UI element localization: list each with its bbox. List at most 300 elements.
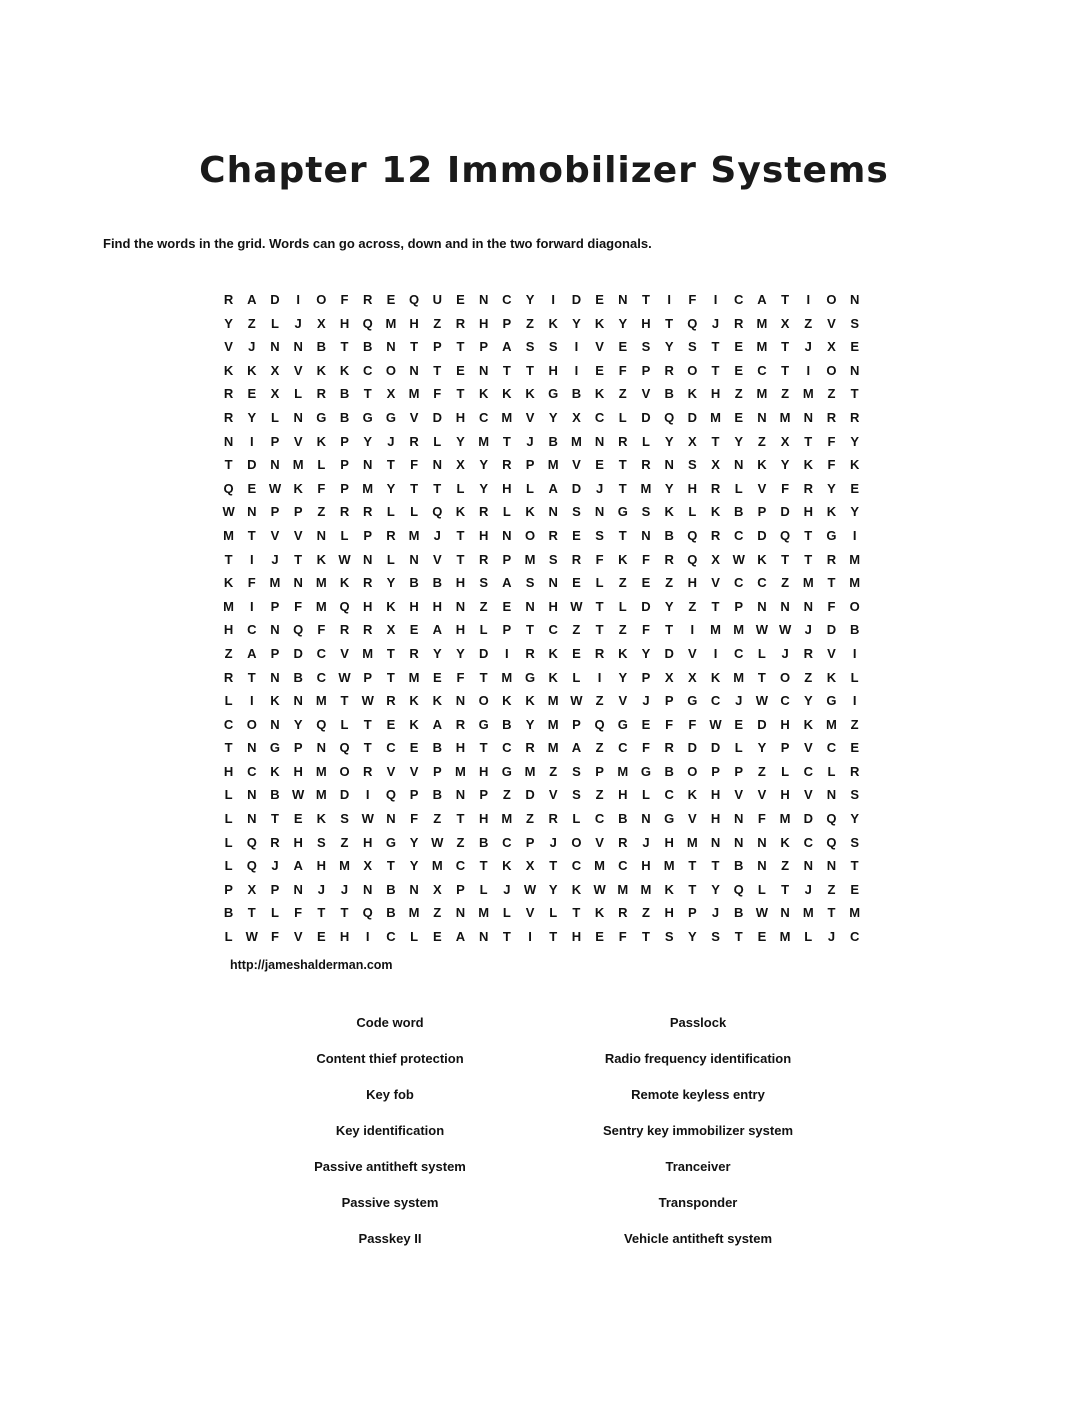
grid-letter: Y (224, 315, 233, 331)
grid-letter: R (502, 457, 512, 473)
grid-letter: M (408, 527, 420, 543)
grid-letter: R (826, 551, 837, 567)
grid-row (217, 406, 866, 430)
grid-letter: C (363, 362, 373, 378)
grid-letter: Z (247, 315, 256, 331)
grid-letter: S (641, 339, 651, 355)
grid-letter: B (618, 811, 628, 827)
grid-letter: M (501, 409, 513, 425)
grid-letter: I (505, 645, 509, 661)
grid-letter: C (548, 622, 558, 638)
grid-letter: I (713, 292, 718, 307)
grid-letter: R (525, 740, 535, 756)
grid-letter: L (340, 527, 349, 543)
grid-letter: J (271, 551, 279, 567)
grid-letter: K (270, 763, 280, 779)
grid-letter: H (710, 787, 721, 803)
grid-letter: K (455, 504, 466, 520)
grid-letter: K (664, 881, 674, 897)
grid-letter: O (687, 362, 698, 378)
grid-letter: Y (572, 315, 581, 331)
grid-letter: T (363, 386, 372, 402)
grid-letter: P (363, 527, 373, 543)
grid-letter: P (525, 457, 535, 473)
grid-letter: N (780, 598, 790, 614)
grid-letter: M (849, 905, 861, 921)
grid-letter: K (386, 598, 396, 614)
grid-letter: R (734, 315, 744, 331)
grid-letter: B (734, 905, 744, 921)
grid-letter: Y (432, 645, 442, 661)
grid-letter: M (570, 433, 582, 449)
grid-letter: L (572, 811, 581, 827)
grid-letter: T (711, 339, 720, 355)
word-search-grid (217, 288, 866, 949)
grid-letter: P (502, 551, 512, 567)
grid-letter: N (455, 787, 466, 803)
grid-letter: K (803, 457, 813, 473)
grid-letter: V (803, 740, 813, 756)
grid-letter: Q (246, 858, 257, 874)
grid-letter: D (803, 811, 813, 827)
grid-letter: N (409, 881, 419, 897)
word-list-item: Sentry key immobilizer system (602, 1123, 794, 1138)
grid-letter: B (386, 905, 396, 921)
grid-letter: E (734, 339, 744, 355)
grid-letter: X (780, 433, 790, 449)
grid-letter: Z (317, 504, 326, 520)
grid-letter: Z (757, 763, 766, 779)
grid-letter: H (687, 575, 698, 591)
grid-letter: I (806, 362, 811, 378)
grid-letter: Y (363, 433, 373, 449)
grid-letter: B (849, 622, 860, 638)
grid-letter: D (664, 645, 674, 661)
grid-letter: J (711, 315, 720, 331)
grid-letter: H (780, 716, 790, 732)
grid-letter: R (270, 834, 280, 850)
grid-letter: T (688, 881, 697, 897)
grid-letter: L (827, 763, 836, 779)
grid-letter: K (223, 575, 234, 591)
grid-letter: Y (456, 645, 465, 661)
grid-letter: T (224, 457, 233, 473)
grid-letter: Y (850, 504, 859, 520)
grid-letter: N (803, 598, 813, 614)
grid-letter: N (455, 905, 466, 921)
grid-letter: H (339, 929, 350, 945)
grid-letter: T (340, 339, 349, 355)
grid-letter: V (595, 834, 604, 850)
grid-letter: P (664, 693, 674, 709)
grid-letter: T (433, 480, 442, 496)
grid-letter: T (804, 527, 813, 543)
grid-letter: K (548, 315, 558, 331)
grid-letter: V (293, 433, 303, 449)
grid-letter: G (640, 763, 652, 779)
grid-letter: R (223, 669, 234, 685)
grid-letter: B (664, 386, 674, 402)
grid-letter: R (803, 480, 813, 496)
grid-letter: H (409, 598, 419, 614)
grid-letter: A (432, 716, 442, 732)
grid-letter: I (713, 645, 718, 661)
grid-row (217, 571, 866, 595)
grid-letter: Q (687, 315, 698, 331)
grid-letter: G (687, 693, 698, 709)
grid-letter: T (549, 858, 558, 874)
grid-letter: N (247, 504, 257, 520)
word-list-left (230, 1005, 550, 1257)
grid-letter: J (804, 881, 812, 897)
grid-letter: T (757, 669, 766, 685)
grid-letter: Y (664, 433, 674, 449)
grid-letter: J (526, 433, 534, 449)
grid-letter: F (641, 622, 650, 638)
grid-letter: T (270, 811, 279, 827)
grid-letter: M (640, 480, 652, 496)
grid-letter: X (711, 457, 720, 473)
grid-letter: S (548, 339, 558, 355)
grid-letter: V (827, 315, 836, 331)
grid-letter: T (595, 598, 604, 614)
grid-letter: K (687, 787, 698, 803)
grid-letter: K (594, 905, 605, 921)
grid-letter: T (549, 929, 558, 945)
grid-letter: F (827, 598, 836, 614)
grid-letter: F (433, 386, 442, 402)
grid-letter: B (548, 433, 558, 449)
grid-letter: E (386, 292, 396, 307)
grid-letter: E (317, 929, 326, 945)
grid-letter: Q (733, 881, 744, 897)
grid-letter: Y (664, 339, 674, 355)
grid-letter: C (710, 693, 721, 709)
grid-letter: W (593, 881, 606, 897)
grid-letter: J (248, 339, 256, 355)
grid-letter: N (849, 362, 860, 378)
grid-letter: B (734, 858, 744, 874)
grid-letter: P (734, 598, 744, 614)
grid-row (217, 831, 866, 855)
grid-letter: C (826, 740, 837, 756)
grid-letter: I (528, 929, 532, 945)
grid-letter: E (850, 881, 859, 897)
grid-letter: I (249, 598, 254, 614)
grid-letter: X (386, 622, 396, 638)
grid-letter: K (548, 669, 558, 685)
grid-letter: T (456, 551, 465, 567)
grid-letter: G (826, 693, 837, 709)
grid-letter: D (687, 740, 698, 756)
grid-row (217, 666, 866, 690)
grid-letter: N (803, 858, 813, 874)
grid-letter: K (710, 669, 721, 685)
grid-letter: W (245, 929, 258, 945)
grid-letter: S (572, 763, 581, 779)
grid-letter: Y (780, 457, 790, 473)
grid-letter: B (502, 716, 512, 732)
grid-letter: S (688, 339, 697, 355)
grid-letter: F (247, 575, 256, 591)
grid-letter: P (270, 598, 280, 614)
grid-letter: R (478, 504, 489, 520)
grid-letter: H (641, 315, 651, 331)
grid-letter: L (224, 858, 233, 874)
grid-letter: M (524, 551, 536, 567)
grid-letter: O (478, 693, 489, 709)
grid-row (217, 312, 866, 336)
grid-letter: Q (339, 598, 350, 614)
grid-letter: F (827, 433, 836, 449)
grid-letter: Y (386, 480, 396, 496)
grid-letter: T (479, 669, 488, 685)
grid-letter: N (641, 527, 651, 543)
grid-letter: H (455, 622, 466, 638)
grid-letter: T (433, 362, 442, 378)
grid-letter: P (688, 905, 697, 921)
grid-letter: V (525, 905, 535, 921)
grid-letter: C (478, 409, 489, 425)
grid-letter: P (270, 645, 280, 661)
grid-letter: V (293, 929, 303, 945)
grid-letter: M (408, 905, 420, 921)
grid-letter: O (524, 527, 536, 543)
grid-letter: C (757, 362, 767, 378)
grid-letter: X (386, 386, 396, 402)
grid-letter: S (548, 551, 558, 567)
grid-letter: O (687, 763, 698, 779)
grid-letter: F (618, 929, 627, 945)
grid-letter: J (642, 693, 650, 709)
grid-row (217, 288, 866, 312)
grid-letter: N (363, 457, 373, 473)
grid-letter: A (455, 929, 466, 945)
grid-letter: H (687, 480, 698, 496)
grid-letter: N (409, 551, 419, 567)
grid-letter: L (224, 811, 233, 827)
grid-row (217, 713, 866, 737)
grid-letter: T (340, 905, 349, 921)
grid-letter: H (316, 858, 327, 874)
grid-letter: L (479, 881, 488, 897)
grid-letter: H (803, 504, 813, 520)
grid-letter: Y (664, 598, 674, 614)
grid-letter: M (779, 409, 791, 425)
grid-letter: K (409, 693, 419, 709)
grid-letter: D (571, 480, 582, 496)
grid-letter: K (525, 693, 535, 709)
grid-letter: K (826, 504, 837, 520)
grid-letter: Y (479, 480, 488, 496)
grid-letter: D (247, 457, 257, 473)
grid-letter: Z (549, 763, 558, 779)
grid-letter: F (641, 551, 650, 567)
grid-letter: B (432, 787, 442, 803)
grid-letter: Q (826, 811, 837, 827)
grid-letter: D (710, 740, 721, 756)
grid-letter: A (247, 292, 257, 307)
grid-letter: D (525, 787, 535, 803)
grid-letter: N (270, 622, 280, 638)
grid-letter: Q (826, 834, 837, 850)
grid-letter: M (802, 905, 814, 921)
source-url: http://jameshalderman.com (230, 958, 393, 972)
grid-letter: W (222, 504, 235, 520)
grid-letter: K (594, 386, 605, 402)
grid-letter: T (386, 669, 395, 685)
grid-letter: E (595, 929, 604, 945)
grid-letter: R (223, 409, 234, 425)
grid-letter: A (571, 740, 582, 756)
grid-letter: T (850, 386, 859, 402)
grid-letter: L (270, 905, 279, 921)
grid-letter: D (687, 409, 698, 425)
grid-letter: B (339, 386, 350, 402)
grid-letter: R (571, 551, 582, 567)
grid-row (217, 524, 866, 548)
grid-letter: C (757, 575, 767, 591)
grid-letter: T (456, 527, 465, 543)
grid-letter: G (478, 716, 489, 732)
grid-letter: L (502, 905, 511, 921)
grid-letter: K (571, 881, 582, 897)
grid-letter: V (757, 480, 767, 496)
grid-letter: L (526, 480, 534, 496)
grid-letter: S (850, 834, 859, 850)
grid-letter: L (340, 716, 349, 732)
grid-letter: O (246, 716, 257, 732)
grid-letter: T (363, 740, 372, 756)
grid-letter: R (618, 834, 628, 850)
grid-letter: O (826, 292, 837, 307)
grid-letter: K (478, 386, 489, 402)
grid-letter: W (755, 905, 769, 921)
grid-letter: C (594, 409, 605, 425)
grid-letter: X (827, 339, 836, 355)
grid-letter: K (223, 362, 234, 378)
grid-letter: L (549, 905, 558, 921)
grid-letter: F (317, 622, 326, 638)
grid-letter: M (710, 622, 721, 638)
grid-letter: F (757, 811, 766, 827)
grid-letter: T (317, 905, 326, 921)
grid-letter: P (432, 339, 442, 355)
grid-row (217, 335, 866, 359)
grid-letter: M (663, 858, 675, 874)
grid-letter: S (317, 834, 326, 850)
grid-letter: Z (595, 693, 604, 709)
grid-letter: R (548, 527, 558, 543)
grid-letter: I (249, 551, 254, 567)
grid-letter: V (803, 787, 813, 803)
grid-letter: B (363, 339, 373, 355)
grid-letter: J (804, 339, 812, 355)
grid-letter: Z (618, 622, 627, 638)
grid-letter: A (432, 622, 442, 638)
grid-letter: M (779, 929, 791, 945)
grid-letter: L (641, 433, 650, 449)
grid-row (217, 760, 866, 784)
grid-letter: K (826, 669, 837, 685)
grid-letter: Z (757, 433, 766, 449)
grid-letter: M (292, 457, 304, 473)
grid-letter: K (270, 693, 280, 709)
grid-letter: H (780, 787, 790, 803)
grid-letter: J (294, 315, 302, 331)
word-list-item: Code word (356, 1015, 424, 1030)
grid-letter: Z (850, 716, 859, 732)
grid-letter: V (293, 362, 303, 378)
grid-letter: P (224, 881, 233, 897)
grid-letter: F (688, 292, 697, 307)
grid-letter: Z (688, 598, 697, 614)
grid-letter: Z (456, 834, 465, 850)
grid-letter: B (571, 386, 582, 402)
grid-letter: M (849, 575, 861, 591)
grid-letter: T (618, 457, 627, 473)
grid-letter: N (270, 669, 280, 685)
grid-row (217, 807, 866, 831)
grid-letter: M (547, 457, 559, 473)
grid-letter: W (570, 693, 583, 709)
grid-letter: H (618, 787, 628, 803)
grid-letter: M (431, 858, 443, 874)
grid-letter: R (618, 905, 628, 921)
grid-letter: K (664, 504, 674, 520)
grid-letter: E (247, 386, 257, 402)
grid-letter: F (294, 598, 303, 614)
grid-letter: N (432, 457, 442, 473)
grid-letter: Z (665, 575, 674, 591)
grid-letter: Y (548, 881, 558, 897)
grid-letter: J (387, 433, 395, 449)
grid-letter: E (502, 598, 512, 614)
grid-letter: W (431, 834, 444, 850)
grid-letter: Y (293, 716, 303, 732)
grid-row (217, 642, 866, 666)
grid-letter: M (547, 740, 559, 756)
grid-letter: T (827, 905, 836, 921)
grid-letter: V (386, 763, 396, 779)
grid-letter: B (339, 409, 350, 425)
grid-letter: M (478, 433, 490, 449)
grid-letter: T (526, 622, 534, 638)
word-list-item: Content thief protection (316, 1051, 464, 1066)
grid-letter: Z (804, 669, 813, 685)
grid-letter: C (734, 292, 744, 307)
grid-letter: E (595, 457, 604, 473)
grid-letter: P (479, 339, 488, 355)
grid-letter: R (363, 575, 373, 591)
grid-letter: G (524, 669, 536, 685)
grid-letter: H (502, 480, 512, 496)
grid-letter: X (270, 386, 280, 402)
grid-letter: P (270, 881, 280, 897)
grid-letter: F (665, 716, 674, 732)
grid-letter: Q (246, 834, 257, 850)
grid-letter: E (293, 811, 303, 827)
grid-letter: T (502, 433, 511, 449)
grid-letter: M (802, 575, 814, 591)
grid-letter: F (618, 362, 627, 378)
grid-letter: C (734, 645, 744, 661)
grid-letter: S (711, 929, 720, 945)
grid-letter: C (618, 740, 628, 756)
grid-row (217, 736, 866, 760)
grid-letter: Y (525, 716, 535, 732)
grid-letter: M (617, 763, 629, 779)
